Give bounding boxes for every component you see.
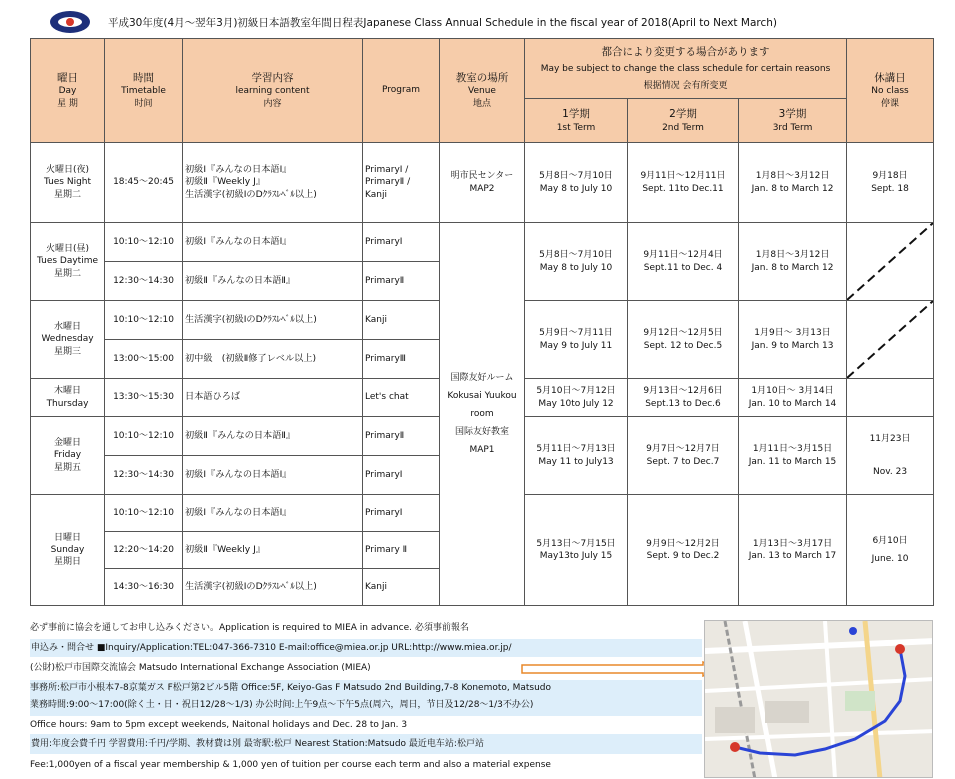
table-row [31,143,934,223]
day-cell: 木曜日 Thursday [31,379,105,417]
term2-cell: 9月9日～12月2日 Sept. 9 to Dec.2 [628,495,739,606]
day-cell: 金曜日 Friday 星期五 [31,417,105,495]
header-program: Program [363,39,440,143]
header-venue: 教室の場所 Venue 地点 [440,39,525,143]
diagonal-slash-icon [847,223,933,300]
content-cell: 初級Ⅰ『みんなの日本語Ⅰ』 初級Ⅱ『Weekly J』 生活漢字(初級ⅠのDｸﾗｽﾚﾍﾞﾙ以上) [183,143,363,223]
program-cell: PrimaryⅠ [363,223,440,262]
footer-fee-english: Fee:1,000yen of a fiscal year membership & 1,000 yen of tuition per course each term and also a material expense [30,760,551,770]
content-cell: 生活漢字(初級ⅠのDｸﾗｽﾚﾍﾞﾙ以上) [183,569,363,606]
content-cell: 初級Ⅰ『みんなの日本語Ⅰ』 [183,495,363,532]
header-change-notice: 都合により変更する場合があります May be subject to change the class schedule for certain reasons 根据情况 会有所变更 [525,39,847,99]
term3-cell: 1月8日～3月12日 Jan. 8 to March 12 [739,143,847,223]
footer-office-hours: Office hours: 9am to 5pm except weekends, Naitonal holidays and Dec. 28 to Jan. 3 [30,720,408,730]
program-cell: Let's chat [363,379,440,417]
time-cell: 14:30～16:30 [105,569,183,606]
footer-office: 事務所:松戸市小根本7-8京葉ガス F松戸第2ビル5階 Office:5F, Keiyo-Gas F Matsudo 2nd Building,7-8 Konemoto, Matsudo 業務時間:9:00～17:00(除く土・日・祝日12/28～1/3) 办公时间:上午9点～下午5点(周六，周日，节日及12/28～1/3不办公) [30,680,702,716]
header-noclass: 休講日 No class 停课 [847,39,934,143]
time-cell: 12:30～14:30 [105,262,183,301]
header-term-1: 1学期 1st Term [525,99,628,143]
arrow-right-icon [521,661,721,677]
term2-cell: 9月11日～12月4日 Sept.11 to Dec. 4 [628,223,739,301]
table-row [31,223,934,262]
noclass-cell: 9月18日 Sept. 18 [847,143,934,223]
day-cell: 水曜日 Wednesday 星期三 [31,301,105,379]
content-cell: 初級Ⅱ『Weekly J』 [183,532,363,569]
footer-fees-station: 費用:年度会費千円 学習費用:千円/学期、教材費は別 最寄駅:松戸 Nearest Station:Matsudo 最近电车站:松戸站 [30,734,702,754]
term1-cell: 5月13日～7月15日 May13to July 15 [525,495,628,606]
content-cell: 日本語ひろば [183,379,363,417]
schedule-table [30,38,934,606]
program-cell: Kanji [363,301,440,340]
content-cell: 生活漢字(初級ⅠのDｸﾗｽﾚﾍﾞﾙ以上) [183,301,363,340]
noclass-cell-empty [847,223,934,301]
term2-cell: 9月7日～12月7日 Sept. 7 to Dec.7 [628,417,739,495]
noclass-cell-empty [847,301,934,379]
term3-cell: 1月13日～3月17日 Jan. 13 to March 17 [739,495,847,606]
term1-cell: 5月11日～7月13日 May 11 to July13 [525,417,628,495]
noclass-cell: 6月10日 June. 10 [847,495,934,606]
map-graphic-icon [705,621,933,778]
time-cell: 18:45～20:45 [105,143,183,223]
term1-cell: 5月10日～7月12日 May 10to July 12 [525,379,628,417]
term3-cell: 1月8日～3月12日 Jan. 8 to March 12 [739,223,847,301]
program-cell: PrimaryⅡ [363,262,440,301]
diagonal-slash-icon [847,301,933,378]
header-term-2: 2学期 2nd Term [628,99,739,143]
venue-cell: 明市民センター MAP2 [440,143,525,223]
program-cell: PrimaryⅡ [363,417,440,456]
noclass-cell-empty [847,379,934,417]
time-cell: 10:10～12:10 [105,417,183,456]
header-time: 時間 Timetable 时间 [105,39,183,143]
content-cell: 初級Ⅱ『みんなの日本語Ⅱ』 [183,417,363,456]
term2-cell: 9月13日～12月6日 Sept.13 to Dec.6 [628,379,739,417]
station-map [704,620,933,778]
term1-cell: 5月8日～7月10日 May 8 to July 10 [525,143,628,223]
term2-cell: 9月12日～12月5日 Sept. 12 to Dec.5 [628,301,739,379]
program-cell: PrimaryⅠ / PrimaryⅡ / Kanji [363,143,440,223]
time-cell: 10:10～12:10 [105,495,183,532]
content-cell: 初級Ⅱ『みんなの日本語Ⅱ』 [183,262,363,301]
term3-cell: 1月10日～ 3月14日 Jan. 10 to March 14 [739,379,847,417]
day-cell: 日曜日 Sunday 星期日 [31,495,105,606]
program-cell: Kanji [363,569,440,606]
title-row [48,8,777,36]
term1-cell: 5月8日～7月10日 May 8 to July 10 [525,223,628,301]
time-cell: 13:30～15:30 [105,379,183,417]
program-cell: PrimaryⅠ [363,495,440,532]
footer-inquiry: 申込み・問合せ ■Inquiry/Application:TEL:047-366-7310 E-mail:office@miea.or.jp URL:http://www.miea.or.jp/ [30,639,702,657]
day-cell: 火曜日(昼) Tues Daytime 星期二 [31,223,105,301]
time-cell: 10:10～12:10 [105,223,183,262]
content-cell: 初中級 (初級Ⅱ修了レベル以上) [183,340,363,379]
program-cell: Primary Ⅱ [363,532,440,569]
term3-cell: 1月11日～3月15日 Jan. 11 to March 15 [739,417,847,495]
term3-cell: 1月9日～ 3月13日 Jan. 9 to March 13 [739,301,847,379]
program-cell: PrimaryⅢ [363,340,440,379]
miea-logo-icon [48,8,94,36]
time-cell: 12:30～14:30 [105,456,183,495]
header-day: 曜日 Day 星 期 [31,39,105,143]
header-content: 学習内容 learning content 内容 [183,39,363,143]
venue-cell-main: 国際友好ルーム Kokusai Yuukou room 国际友好教室 MAP1 [440,223,525,606]
term1-cell: 5月9日～7月11日 May 9 to July 11 [525,301,628,379]
footer-association: (公財)松戸市国際交流協会 Matsudo International Exchange Association (MIEA) [30,663,371,673]
time-cell: 13:00～15:00 [105,340,183,379]
header-term-3: 3学期 3rd Term [739,99,847,143]
time-cell: 12:20～14:20 [105,532,183,569]
time-cell: 10:10～12:10 [105,301,183,340]
page-title: 平成30年度(4月～翌年3月)初級日本語教室年間日程表Japanese Class Annual Schedule in the fiscal year of 2018(April to Next March) [108,16,777,29]
term2-cell: 9月11日～12月11日 Sept. 11to Dec.11 [628,143,739,223]
program-cell: PrimaryⅠ [363,456,440,495]
day-cell: 火曜日(夜) Tues Night 星期二 [31,143,105,223]
footer-advance-notice: 必ず事前に協会を通してお申し込みください。Application is required to MIEA in advance. 必須事前報名 [30,623,469,633]
noclass-cell: 11月23日 Nov. 23 [847,417,934,495]
content-cell: 初級Ⅰ『みんなの日本語Ⅰ』 [183,456,363,495]
content-cell: 初級Ⅰ『みんなの日本語Ⅰ』 [183,223,363,262]
